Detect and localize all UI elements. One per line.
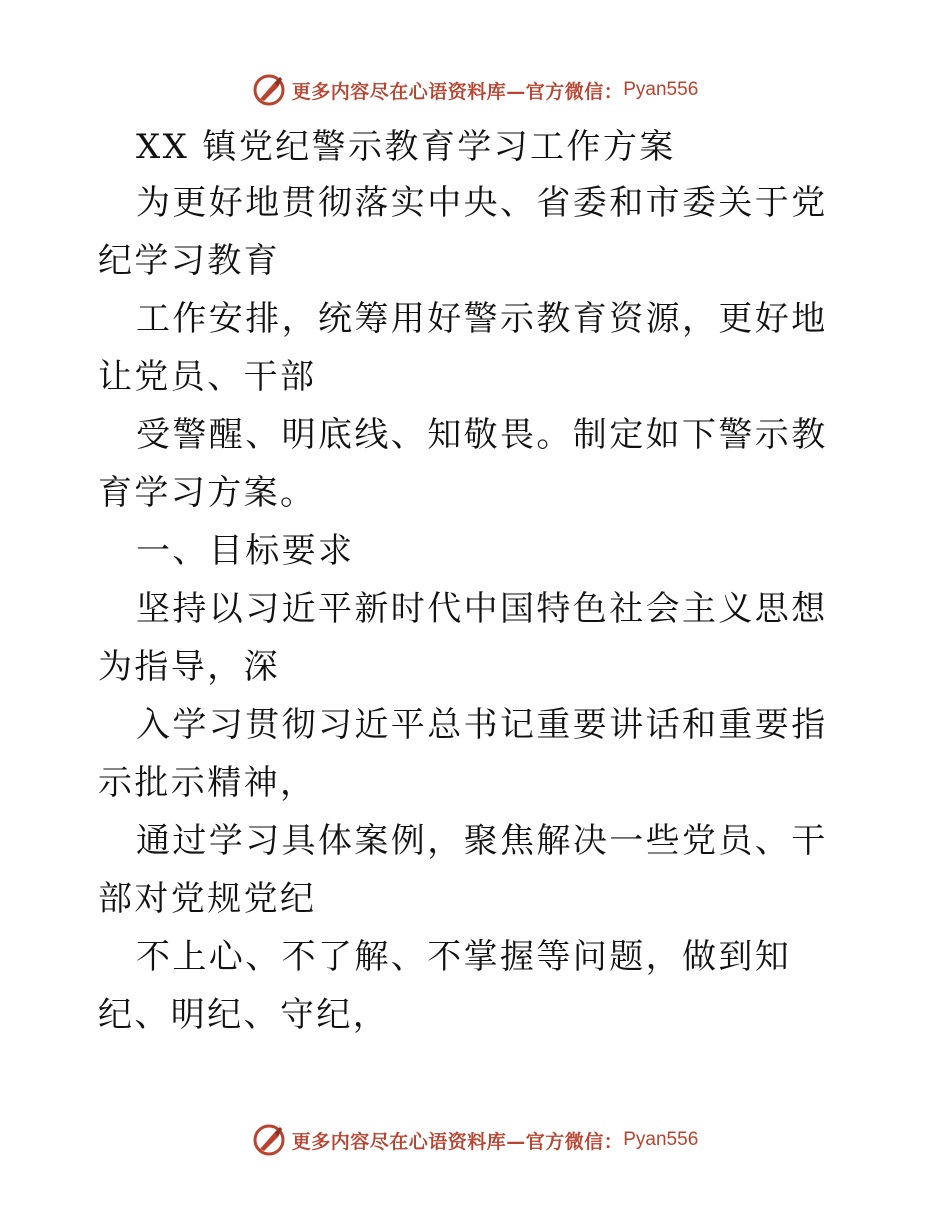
header-watermark-banner (0, 70, 950, 110)
watermark-wechat-id: Pyan556 (623, 1129, 699, 1150)
footer-watermark-banner (0, 1120, 950, 1160)
paragraph-line: 工作安排，统筹用好警示教育资源，更好地让党员、干部 (98, 299, 828, 397)
quill-pen-logo-icon (252, 1123, 286, 1157)
paragraph-line: 入学习贯彻习近平总书记重要讲话和重要指示批示精神， (98, 705, 828, 803)
paragraph-line: 受警醒、明底线、知敬畏。制定如下警示教育学习方案。 (98, 415, 828, 513)
document-title: XX 镇党纪警示教育学习工作方案 (136, 127, 676, 167)
watermark-text: 更多内容尽在心语资料库—官方微信： (291, 1130, 624, 1153)
section-heading: 一、目标要求 (136, 531, 355, 571)
watermark-wechat-id: Pyan556 (623, 79, 699, 100)
watermark-text: 更多内容尽在心语资料库—官方微信： (291, 80, 624, 103)
paragraph-line: 坚持以习近平新时代中国特色社会主义思想为指导，深 (98, 589, 828, 687)
paragraph-line: 不上心、不了解、不掌握等问题，做到知纪、明纪、守纪， (98, 937, 792, 1035)
paragraph-line: 为更好地贯彻落实中央、省委和市委关于党纪学习教育 (98, 183, 828, 281)
quill-pen-logo-icon (252, 73, 286, 107)
document-body (98, 120, 858, 1044)
paragraph-line: 通过学习具体案例，聚焦解决一些党员、干部对党规党纪 (98, 821, 828, 919)
